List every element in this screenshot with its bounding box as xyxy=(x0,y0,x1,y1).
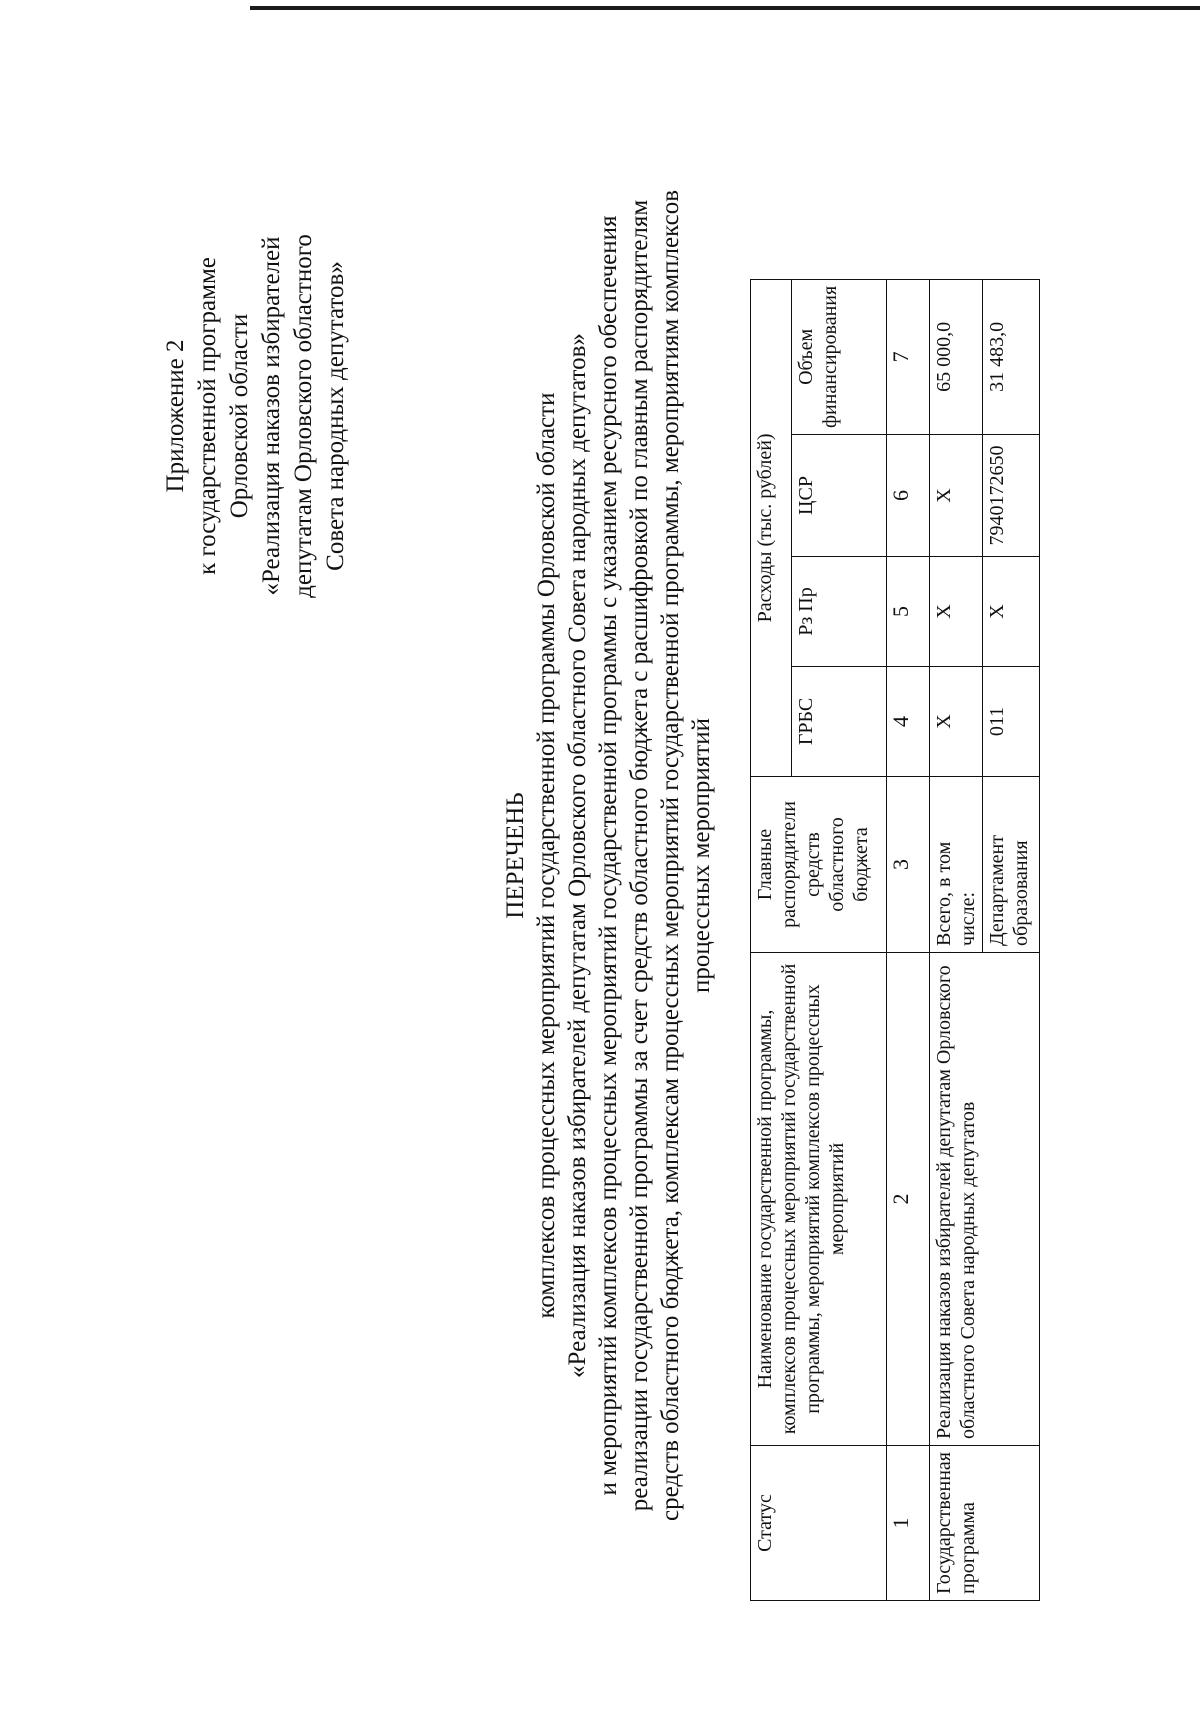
heading-line: комплексов процессных мероприятий государственной программы Орловской области xyxy=(533,392,560,1319)
row-manager: Всего, в том числе: xyxy=(930,776,983,952)
heading-title: ПЕРЕЧЕНЬ xyxy=(502,792,529,919)
header-name: Наименование государственной программы, комплексов процессных мероприятий государственной программы, мероприятий комплексов процессных мероприятий xyxy=(751,952,887,1445)
appendix-line: Приложение 2 xyxy=(162,339,189,493)
heading-line: реализации государственной программы за счет средств областного бюджета с расшифровкой по главным распорядителям xyxy=(626,199,653,1512)
heading-line: и мероприятий комплексов процессных мероприятий государственной программы с указанием ресурсного обеспечения xyxy=(595,215,622,1496)
heading-line: процессных мероприятий xyxy=(688,718,715,993)
appendix-block xyxy=(160,136,352,696)
header-expenses: Расходы (тыс. рублей) xyxy=(751,279,792,776)
row-manager: Департамент образования xyxy=(983,776,1040,952)
header-csr: ЦСР xyxy=(792,434,887,556)
appendix-line: Совета народных депутатов» xyxy=(322,261,349,571)
header-grbs: ГРБС xyxy=(792,666,887,776)
column-number: 7 xyxy=(887,279,930,434)
appendix-line: к государственной программе xyxy=(194,257,221,575)
row-status: Государственная программа xyxy=(930,1445,1040,1600)
column-number: 6 xyxy=(887,434,930,556)
appendix-line: депутатам Орловского областного xyxy=(290,234,317,598)
row-name: Реализация наказов избирателей депутатам Орловского областного Совета народных депутатов xyxy=(930,952,1040,1445)
column-number: 4 xyxy=(887,666,930,776)
document-heading xyxy=(500,0,717,1711)
row-csr: 7940172650 xyxy=(983,434,1040,556)
header-managers: Главные распорядители средств областного бюджета xyxy=(751,776,887,952)
column-number: 1 xyxy=(887,1445,930,1600)
row-volume: 31 483,0 xyxy=(983,279,1040,434)
table-header-row xyxy=(751,279,792,1600)
column-number: 2 xyxy=(887,952,930,1445)
header-volume: Объем финансирования xyxy=(792,279,887,434)
appendix-line: Орловской области xyxy=(226,313,253,519)
row-rzpr: Х xyxy=(930,556,983,666)
row-volume: 65 000,0 xyxy=(930,279,983,434)
table-row xyxy=(930,279,983,1600)
header-rzpr: Рз Пр xyxy=(792,556,887,666)
funding-table xyxy=(750,279,1040,1601)
row-rzpr: Х xyxy=(983,556,1040,666)
row-grbs: 011 xyxy=(983,666,1040,776)
column-number: 3 xyxy=(887,776,930,952)
column-number: 5 xyxy=(887,556,930,666)
heading-line: средств областного бюджета, комплексам процессных мероприятий государственной программы, мероприятиям комплексов xyxy=(657,189,684,1522)
header-status: Статус xyxy=(751,1445,887,1600)
heading-line: «Реализация наказов избирателей депутатам Орловского областного Совета народных депутатов» xyxy=(564,333,591,1378)
row-csr: Х xyxy=(930,434,983,556)
row-grbs: Х xyxy=(930,666,983,776)
appendix-line: «Реализация наказов избирателей xyxy=(258,236,285,596)
column-number-row xyxy=(887,279,930,1600)
